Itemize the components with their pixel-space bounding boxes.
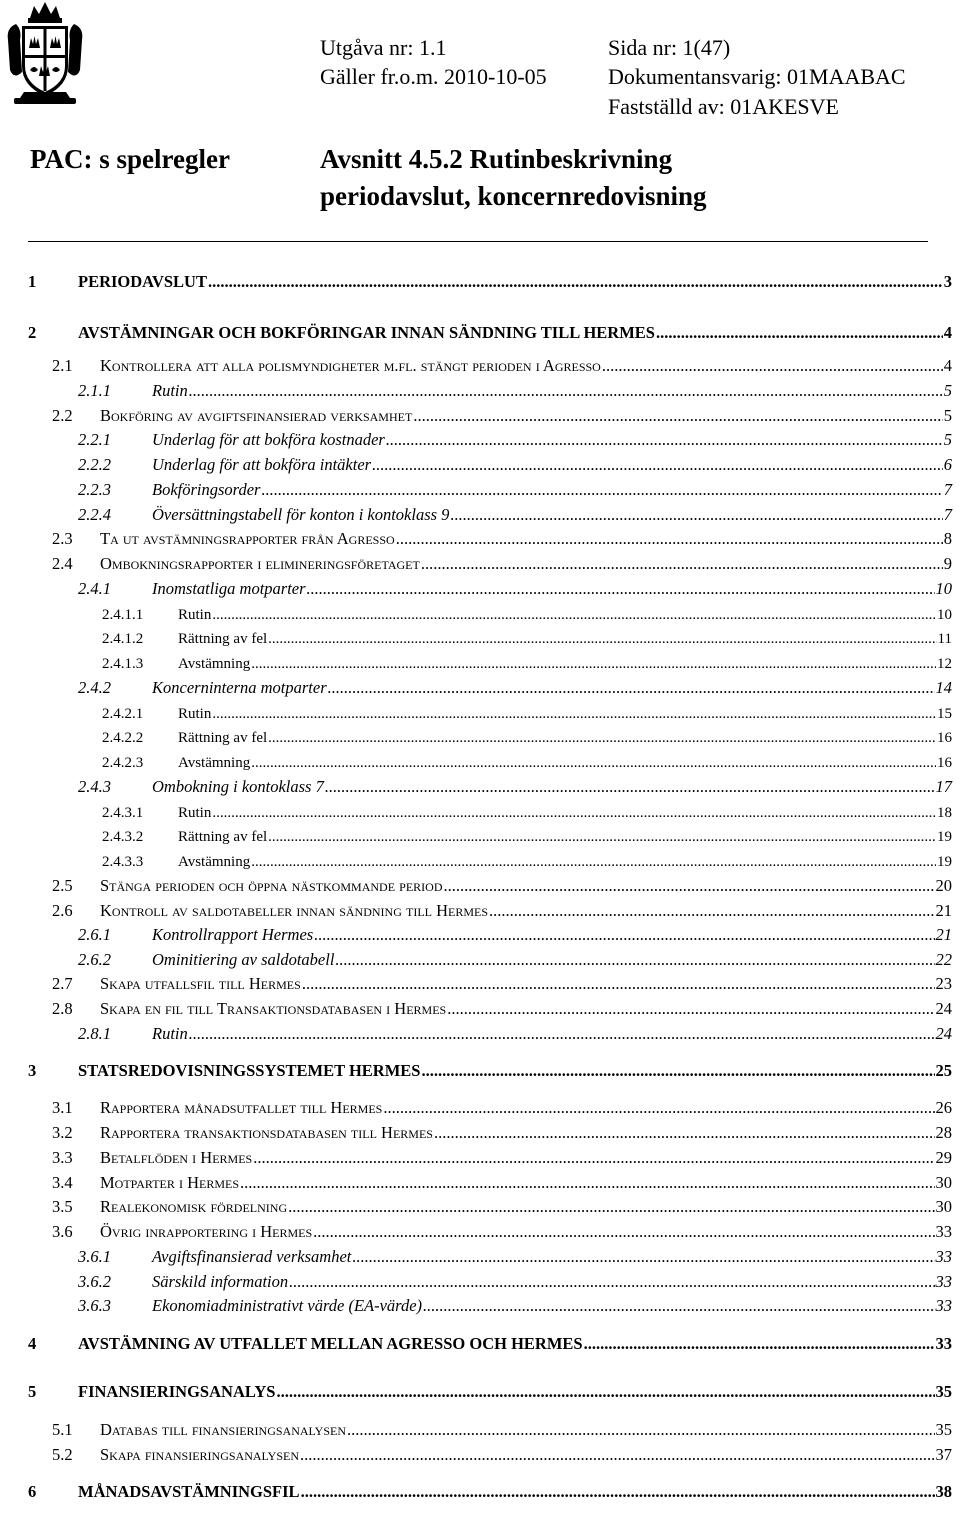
toc-entry-3-6-2[interactable] xyxy=(78,1270,952,1292)
toc-entry-page: 15 xyxy=(937,706,952,722)
toc-entry-page: 19 xyxy=(937,829,952,845)
toc-entry-title: Ombokning i kontoklass 7 xyxy=(152,777,324,796)
toc-dot-leader xyxy=(253,1148,934,1168)
toc-entry-3-6-3[interactable] xyxy=(78,1294,952,1316)
toc-entry-title: Ekonomiadministrativt värde (EA-värde) xyxy=(152,1296,423,1315)
toc-entry-title: Avgiftsfinansierad verksamhet xyxy=(152,1247,352,1266)
toc-entry-number: 6 xyxy=(28,1482,37,1501)
toc-entry-page: 3 xyxy=(943,272,952,291)
toc-entry-title: PERIODAVSLUT xyxy=(78,272,207,291)
toc-entry-number: 2.2.4 xyxy=(78,505,111,524)
toc-entry-5[interactable] xyxy=(28,1380,952,1402)
toc-entry-number: 2.4.3.2 xyxy=(102,829,144,845)
toc-entry-page: 29 xyxy=(935,1148,952,1167)
toc-entry-number: 2.2 xyxy=(52,406,73,425)
toc-entry-title: Kontrollrapport Hermes xyxy=(152,925,314,944)
toc-entry-5-2[interactable] xyxy=(52,1443,952,1465)
toc-entry-2-7[interactable] xyxy=(52,972,952,994)
toc-entry-page: 37 xyxy=(935,1445,952,1464)
toc-entry-2-4-2-3[interactable] xyxy=(102,750,952,772)
toc-entry-number: 3.6.1 xyxy=(78,1247,111,1266)
toc-entry-2-4-1-1[interactable] xyxy=(102,602,952,624)
toc-dot-leader xyxy=(301,1482,935,1502)
toc-entry-2-4-2-1[interactable] xyxy=(102,701,952,723)
toc-entry-page: 18 xyxy=(937,805,952,821)
toc-entry-2-4-3-2[interactable] xyxy=(102,824,952,846)
toc-entry-5-1[interactable] xyxy=(52,1418,952,1440)
toc-entry-number: 2.4 xyxy=(52,554,73,573)
toc-entry-page: 19 xyxy=(937,854,952,870)
toc-dot-leader xyxy=(602,356,943,376)
toc-entry-1[interactable] xyxy=(28,270,952,292)
toc-dot-leader xyxy=(189,1024,935,1044)
toc-entry-number: 2.4.2.1 xyxy=(102,706,144,722)
toc-entry-title: Rättning av fel xyxy=(178,730,268,746)
toc-entry-number: 5.1 xyxy=(52,1420,73,1439)
toc-entry-title: AVSTÄMNING AV UTFALLET MELLAN AGRESSO OCH HERMES xyxy=(78,1334,583,1353)
toc-entry-number: 2.8 xyxy=(52,999,73,1018)
toc-entry-2-2-2[interactable] xyxy=(78,453,952,475)
toc-entry-page: 21 xyxy=(935,925,952,944)
toc-entry-title: Motparter i Hermes xyxy=(100,1173,240,1192)
toc-entry-2-4[interactable] xyxy=(52,552,952,574)
page-number-label: Sida nr: 1(47) xyxy=(608,35,731,60)
toc-entry-2-4-3[interactable] xyxy=(78,775,952,797)
toc-entry-2-4-2[interactable] xyxy=(78,676,952,698)
toc-entry-number: 2.2.3 xyxy=(78,480,111,499)
toc-entry-number: 2.1 xyxy=(52,356,73,375)
toc-entry-number: 2.2.2 xyxy=(78,455,111,474)
toc-entry-page: 22 xyxy=(935,950,952,969)
toc-dot-leader xyxy=(302,974,935,994)
toc-dot-leader xyxy=(413,406,942,426)
toc-entry-title: Särskild information xyxy=(152,1272,289,1291)
toc-dot-leader xyxy=(313,1222,934,1242)
toc-entry-2-3[interactable] xyxy=(52,527,952,549)
toc-entry-page: 9 xyxy=(943,554,952,573)
toc-dot-leader xyxy=(656,323,943,343)
toc-entry-number: 2.4.1 xyxy=(78,579,111,598)
toc-entry-2-2-1[interactable] xyxy=(78,428,952,450)
toc-entry-page: 6 xyxy=(943,455,952,474)
document-owner-label: Dokumentansvarig: 01MAABAC xyxy=(608,64,906,89)
toc-entry-3-3[interactable] xyxy=(52,1146,952,1168)
toc-entry-page: 23 xyxy=(935,974,952,993)
toc-entry-number: 3.6.3 xyxy=(78,1296,111,1315)
toc-entry-page: 10 xyxy=(937,607,952,623)
toc-dot-leader xyxy=(396,529,943,549)
toc-entry-title: Skapa en fil till Transaktionsdatabasen i Hermes xyxy=(100,999,447,1018)
toc-entry-page: 24 xyxy=(935,999,952,1018)
toc-entry-title: Övrig inrapportering i Hermes xyxy=(100,1222,313,1241)
toc-entry-title: Avstämning xyxy=(178,755,251,771)
toc-entry-title: Översättningstabell för konton i kontoklass 9 xyxy=(152,505,450,524)
toc-dot-leader xyxy=(314,925,934,945)
toc-entry-page: 21 xyxy=(935,901,952,920)
toc-entry-title: Rapportera månadsutfallet till Hermes xyxy=(100,1098,383,1117)
toc-dot-leader xyxy=(300,1445,934,1465)
document-title: PAC: s spelregler xyxy=(30,144,230,174)
toc-entry-number: 2.4.2.2 xyxy=(102,730,144,746)
toc-entry-title: Ta ut avstämningsrapporter från Agresso xyxy=(100,529,395,548)
toc-entry-2-6[interactable] xyxy=(52,899,952,921)
toc-entry-title: Skapa utfallsfil till Hermes xyxy=(100,974,301,993)
toc-entry-page: 33 xyxy=(935,1296,952,1315)
toc-entry-page: 16 xyxy=(937,730,952,746)
toc-entry-number: 2.6.1 xyxy=(78,925,111,944)
toc-entry-title: Rättning av fel xyxy=(178,829,268,845)
toc-dot-leader xyxy=(268,829,936,846)
toc-entry-2-6-1[interactable] xyxy=(78,923,952,945)
toc-dot-leader xyxy=(251,656,936,673)
toc-entry-2-8-1[interactable] xyxy=(78,1022,952,1044)
toc-entry-page: 12 xyxy=(937,656,952,672)
toc-dot-leader xyxy=(208,272,943,292)
toc-entry-2-8[interactable] xyxy=(52,997,952,1019)
toc-entry-title: Avstämning xyxy=(178,854,251,870)
toc-entry-number: 1 xyxy=(28,272,37,291)
toc-entry-number: 3.6.2 xyxy=(78,1272,111,1291)
toc-entry-2-4-1[interactable] xyxy=(78,577,952,599)
toc-entry-2-1-1[interactable] xyxy=(78,379,952,401)
toc-entry-title: Bokföring av avgiftsfinansierad verksamhet xyxy=(100,406,413,425)
toc-entry-title: Databas till finansieringsanalysen xyxy=(100,1420,347,1439)
toc-dot-leader xyxy=(352,1247,934,1267)
toc-dot-leader xyxy=(489,901,934,921)
toc-dot-leader xyxy=(372,455,943,475)
toc-dot-leader xyxy=(325,777,935,797)
toc-entry-page: 28 xyxy=(935,1123,952,1142)
valid-from-label: Gäller fr.o.m. 2010-10-05 xyxy=(320,64,547,89)
toc-dot-leader xyxy=(383,1098,934,1118)
toc-entry-number: 3.1 xyxy=(52,1098,73,1117)
toc-entry-page: 33 xyxy=(935,1334,952,1353)
toc-entry-number: 2.4.1.3 xyxy=(102,656,144,672)
toc-entry-number: 2.4.3.1 xyxy=(102,805,144,821)
toc-entry-page: 20 xyxy=(935,876,952,895)
toc-entry-2-2-3[interactable] xyxy=(78,478,952,500)
toc-entry-page: 26 xyxy=(935,1098,952,1117)
toc-entry-number: 2.4.2 xyxy=(78,678,111,697)
toc-entry-page: 33 xyxy=(935,1272,952,1291)
toc-entry-6[interactable] xyxy=(28,1480,952,1502)
toc-entry-title: Bokföringsorder xyxy=(152,480,261,499)
toc-entry-2-2-4[interactable] xyxy=(78,503,952,525)
toc-entry-2-4-3-3[interactable] xyxy=(102,849,952,871)
toc-entry-title: Rutin xyxy=(152,1024,188,1043)
toc-entry-page: 24 xyxy=(935,1024,952,1043)
toc-dot-leader xyxy=(386,430,943,450)
toc-dot-leader xyxy=(423,1296,934,1316)
toc-entry-page: 38 xyxy=(935,1482,952,1501)
toc-entry-title: Kontrollera att alla polismyndigheter m.fl. stängt perioden i Agresso xyxy=(100,356,601,375)
toc-entry-number: 2.4.3 xyxy=(78,777,111,796)
toc-dot-leader xyxy=(447,999,934,1019)
toc-dot-leader xyxy=(289,1272,934,1292)
toc-entry-title: Inomstatliga motparter xyxy=(152,579,306,598)
toc-entry-title: Koncerninterna motparter xyxy=(152,678,327,697)
toc-dot-leader xyxy=(212,607,936,624)
toc-entry-title: Stänga perioden och öppna nästkommande period xyxy=(100,876,443,895)
toc-entry-title: Rutin xyxy=(178,607,212,623)
toc-entry-number: 2.6 xyxy=(52,901,73,920)
toc-entry-title: Ombokningsrapporter i elimineringsföretaget xyxy=(100,554,420,573)
toc-entry-title: Rutin xyxy=(152,381,188,400)
toc-entry-page: 35 xyxy=(935,1382,952,1401)
toc-entry-3-6[interactable] xyxy=(52,1220,952,1242)
toc-entry-3-6-1[interactable] xyxy=(78,1245,952,1267)
toc-entry-2-4-3-1[interactable] xyxy=(102,800,952,822)
toc-entry-number: 3.5 xyxy=(52,1197,73,1216)
toc-dot-leader xyxy=(421,1061,934,1081)
toc-entry-number: 2.6.2 xyxy=(78,950,111,969)
toc-dot-leader xyxy=(251,755,936,772)
toc-entry-2-1[interactable] xyxy=(52,354,952,376)
toc-dot-leader xyxy=(584,1334,935,1354)
toc-entry-number: 2.2.1 xyxy=(78,430,111,449)
toc-entry-number: 3.6 xyxy=(52,1222,73,1241)
toc-entry-page: 30 xyxy=(935,1173,952,1192)
toc-entry-number: 2 xyxy=(28,323,37,342)
section-title-line2: periodavslut, koncernredovisning xyxy=(320,181,707,211)
toc-entry-number: 2.7 xyxy=(52,974,73,993)
toc-dot-leader xyxy=(434,1123,935,1143)
toc-entry-title: Realekonomisk fördelning xyxy=(100,1197,288,1216)
toc-entry-page: 35 xyxy=(935,1420,952,1439)
toc-entry-number: 4 xyxy=(28,1334,37,1353)
toc-entry-number: 5.2 xyxy=(52,1445,73,1464)
toc-entry-title: Kontroll av saldotabeller innan sändning till Hermes xyxy=(100,901,489,920)
toc-entry-2-4-1-3[interactable] xyxy=(102,651,952,673)
toc-entry-number: 2.4.1.2 xyxy=(102,631,144,647)
section-title-line1: Avsnitt 4.5.2 Rutinbeskrivning xyxy=(320,144,673,174)
toc-entry-title: Betalflöden i Hermes xyxy=(100,1148,253,1167)
toc-entry-title: Rutin xyxy=(178,706,212,722)
toc-dot-leader xyxy=(268,730,936,747)
toc-entry-title: Avstämning xyxy=(178,656,251,672)
toc-dot-leader xyxy=(189,381,943,401)
toc-entry-title: AVSTÄMNINGAR OCH BOKFÖRINGAR INNAN SÄNDNING TILL HERMES xyxy=(78,323,655,342)
toc-entry-number: 2.8.1 xyxy=(78,1024,111,1043)
toc-dot-leader xyxy=(212,706,936,723)
toc-entry-title: Underlag för att bokföra intäkter xyxy=(152,455,372,474)
toc-entry-page: 11 xyxy=(937,631,952,647)
toc-entry-3-5[interactable] xyxy=(52,1195,952,1217)
toc-entry-3-4[interactable] xyxy=(52,1171,952,1193)
toc-dot-leader xyxy=(261,480,942,500)
toc-entry-title: Underlag för att bokföra kostnader xyxy=(152,430,385,449)
toc-entry-page: 10 xyxy=(935,579,952,598)
toc-entry-number: 2.4.3.3 xyxy=(102,854,144,870)
toc-dot-leader xyxy=(268,631,936,648)
toc-dot-leader xyxy=(240,1173,934,1193)
toc-entry-number: 5 xyxy=(28,1382,37,1401)
toc-dot-leader xyxy=(307,579,935,599)
toc-entry-3-2[interactable] xyxy=(52,1121,952,1143)
toc-dot-leader xyxy=(347,1420,934,1440)
toc-entry-3-1[interactable] xyxy=(52,1096,952,1118)
toc-entry-page: 8 xyxy=(943,529,952,548)
toc-entry-2-6-2[interactable] xyxy=(78,948,952,970)
toc-entry-2-4-1-2[interactable] xyxy=(102,626,952,648)
toc-dot-leader xyxy=(335,950,934,970)
toc-entry-4[interactable] xyxy=(28,1332,952,1354)
toc-entry-title: Skapa finansieringsanalysen xyxy=(100,1445,300,1464)
toc-entry-number: 2.1.1 xyxy=(78,381,111,400)
toc-entry-page: 30 xyxy=(935,1197,952,1216)
toc-entry-page: 4 xyxy=(943,323,952,342)
toc-entry-page: 25 xyxy=(935,1061,952,1080)
toc-entry-title: Ominitiering av saldotabell xyxy=(152,950,335,969)
toc-entry-page: 16 xyxy=(937,755,952,771)
toc-dot-leader xyxy=(328,678,935,698)
toc-entry-page: 14 xyxy=(935,678,952,697)
toc-entry-title: FINANSIERINGSANALYS xyxy=(78,1382,276,1401)
toc-entry-number: 2.4.2.3 xyxy=(102,755,144,771)
toc-entry-number: 2.4.1.1 xyxy=(102,607,144,623)
toc-entry-title: Rutin xyxy=(178,805,212,821)
toc-entry-page: 5 xyxy=(943,430,952,449)
toc-dot-leader xyxy=(212,805,936,822)
toc-entry-page: 17 xyxy=(935,777,952,796)
toc-entry-number: 3.4 xyxy=(52,1173,73,1192)
toc-entry-title: MÅNADSAVSTÄMNINGSFIL xyxy=(78,1482,300,1501)
toc-entry-title: Rapportera transaktionsdatabasen till Hermes xyxy=(100,1123,433,1142)
toc-entry-number: 2.3 xyxy=(52,529,73,548)
toc-entry-title: STATSREDOVISNINGSSYSTEMET HERMES xyxy=(78,1061,421,1080)
toc-entry-2-4-2-2[interactable] xyxy=(102,725,952,747)
toc-entry-page: 4 xyxy=(943,356,952,375)
toc-entry-page: 33 xyxy=(935,1222,952,1241)
toc-dot-leader xyxy=(251,854,936,871)
toc-entry-page: 5 xyxy=(943,406,952,425)
toc-entry-page: 33 xyxy=(935,1247,952,1266)
toc-dot-leader xyxy=(443,876,934,896)
toc-entry-number: 3.2 xyxy=(52,1123,73,1142)
toc-entry-page: 5 xyxy=(943,381,952,400)
edition-label: Utgåva nr: 1.1 xyxy=(320,35,447,60)
toc-dot-leader xyxy=(276,1382,934,1402)
toc-dot-leader xyxy=(421,554,943,574)
toc-dot-leader xyxy=(288,1197,934,1217)
toc-entry-2[interactable] xyxy=(28,321,952,343)
toc-entry-3[interactable] xyxy=(28,1059,952,1081)
toc-entry-number: 3 xyxy=(28,1061,37,1080)
approved-by-label: Fastställd av: 01AKESVE xyxy=(608,94,839,119)
toc-entry-2-2[interactable] xyxy=(52,404,952,426)
toc-dot-leader xyxy=(450,505,942,525)
toc-entry-number: 2.5 xyxy=(52,876,73,895)
toc-entry-title: Rättning av fel xyxy=(178,631,268,647)
toc-entry-page: 7 xyxy=(943,480,952,499)
toc-entry-2-5[interactable] xyxy=(52,874,952,896)
toc-entry-page: 7 xyxy=(943,505,952,524)
toc-entry-number: 3.3 xyxy=(52,1148,73,1167)
